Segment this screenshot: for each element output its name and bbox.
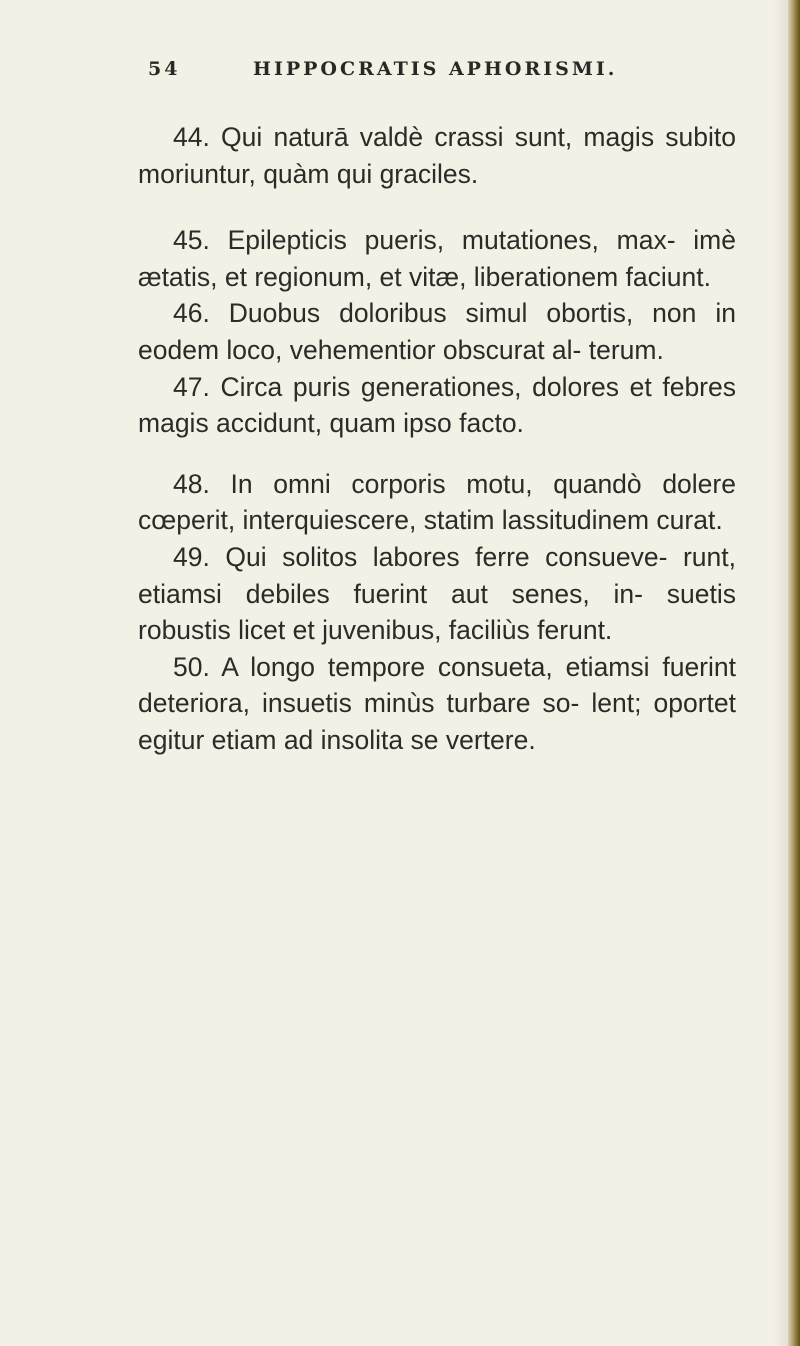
running-title: HIPPOCRATIS APHORISMI. (253, 58, 618, 80)
aphorism-line: vertere. (445, 724, 536, 755)
aphorism-line: faciunt. (625, 261, 711, 292)
page-gutter-shadow (774, 0, 788, 1346)
aphorism-49 (138, 539, 736, 649)
aphorism-line: Epilepticis pueris, mutationes, max- (227, 225, 676, 256)
aphorism-number: 44. (173, 122, 210, 152)
aphorism-line: lent; oportet egitur etiam ad insolita se (138, 688, 736, 755)
running-head (148, 58, 748, 88)
aphorism-47 (138, 369, 736, 442)
aphorism-line: curat. (656, 505, 723, 536)
aphorisms-text (138, 119, 736, 759)
aphorism-line: ferunt. (537, 615, 613, 646)
aphorism-line: terum. (588, 334, 664, 365)
aphorism-number: 47. (173, 371, 210, 402)
aphorism-line: suetis robustis licet et juvenibus, faciliùs (138, 578, 736, 646)
aphorism-50 (138, 649, 736, 759)
aphorism-number: 45. (173, 225, 210, 256)
aphorism-45 (138, 222, 736, 295)
aphorism-number: 48. (173, 468, 210, 499)
aphorism-line: cœperit, interquiescere, statim lassitudinem (138, 505, 650, 536)
aphorism-44 (138, 119, 736, 192)
aphorism-number: 46. (173, 298, 210, 329)
aphorism-line: A longo tempore consueta, etiamsi (221, 651, 650, 682)
aphorism-46 (138, 295, 736, 368)
page-number: 54 (148, 58, 181, 80)
aphorism-number: 50. (173, 651, 210, 682)
aphorism-line: fuerint deteriora, insuetis minùs turbare so- (138, 651, 736, 719)
aphorism-line: Circa puris generationes, dolores et (220, 371, 652, 402)
page-edge (788, 0, 800, 1346)
aphorism-line: in eodem loco, vehementior obscurat al- (138, 298, 736, 365)
aphorism-line: subito moriuntur, quàm qui graciles. (138, 122, 736, 189)
aphorism-line: In omni corporis motu, quandò dolere (230, 468, 736, 499)
aphorism-number: 49. (173, 541, 210, 572)
aphorism-line: Qui naturā valdè crassi sunt, magis (221, 122, 655, 152)
aphorism-48 (138, 466, 736, 539)
aphorism-line: runt, etiamsi debiles fuerint aut senes, in- (138, 541, 736, 609)
aphorism-line: Duobus doloribus simul obortis, non (228, 298, 697, 329)
aphorism-line: imè ætatis, et regionum, et vitæ, liberationem (138, 225, 736, 292)
aphorism-line: febres magis accidunt, quam ipso facto. (138, 371, 736, 439)
aphorism-line: Qui solitos labores ferre consueve- (225, 541, 668, 572)
